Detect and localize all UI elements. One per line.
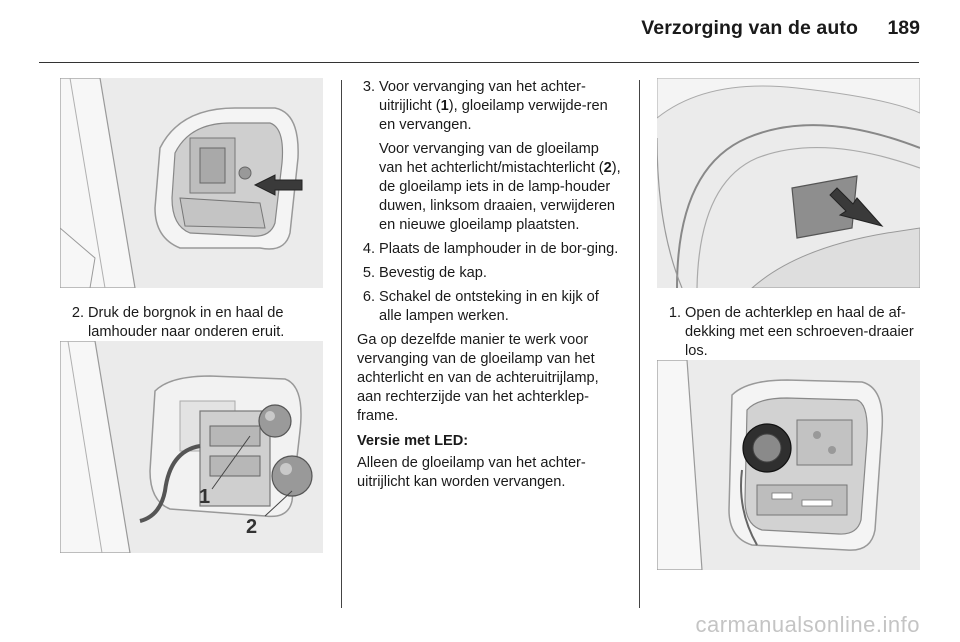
paragraph-led: Alleen de gloeilamp van het achter-uitrijlicht kan worden vervangen. [357,455,586,490]
step-text: Open de achterklep en haal de af-dekking met een schroeven-draaier los. [685,305,914,359]
figure-label-1: 1 [199,486,211,508]
page-title: Verzorging van de auto [641,17,858,39]
watermark: carmanualsonline.info [695,612,920,637]
step-text: Bevestig de kap. [379,265,487,281]
step-text: Voor vervanging van het achter-uitrijlicht (1), gloeilamp verwijde-ren en vervangen. [379,79,608,133]
step-number: 6. [362,289,375,305]
section-heading-led: Versie met LED: [357,433,469,449]
step-1 [663,304,925,366]
figure-tailgate-cover-arrow [657,78,920,288]
column-2-text [357,78,623,498]
figure-lamp-holder-arrow [60,78,323,288]
step-6 [357,288,623,326]
figure-lamp-holder-bulbs [60,341,323,553]
step-number: 3. [362,79,375,95]
step-5 [357,264,623,283]
paragraph-same-procedure: Ga op dezelfde manier te werk voor vervanging van de gloeilamp van het achterlicht en van de achteruitrijlamp, aan rechterzijde van het achterklep-frame. [357,332,599,424]
header-divider [39,62,919,63]
column-divider-left [341,80,342,608]
figure-lamp-holder-closeup [657,360,920,570]
figure-label-2: 2 [246,516,258,538]
step-3 [357,78,623,235]
step-subtext: Voor vervanging van de gloeilamp van het achterlicht/mistachterlicht (2), de gloeilamp iets in de lamp-houder duwen, linksom draaien, verwijderen en nieuwe gloeilamp plaatsten. [379,141,621,233]
step-number: 1. [668,305,681,321]
step-text: Schakel de ontsteking in en kijk of alle lampen werken. [379,289,599,324]
step-number: 5. [362,265,375,281]
step-number: 4. [362,241,375,257]
column-divider-right [639,80,640,608]
step-text: Plaats de lamphouder in de bor-ging. [379,241,619,257]
page-number: 189 [887,17,920,39]
step-4 [357,240,623,259]
step-text: Druk de borgnok in en haal de lamhouder naar onderen eruit. [88,305,285,340]
step-number: 2. [71,305,84,321]
